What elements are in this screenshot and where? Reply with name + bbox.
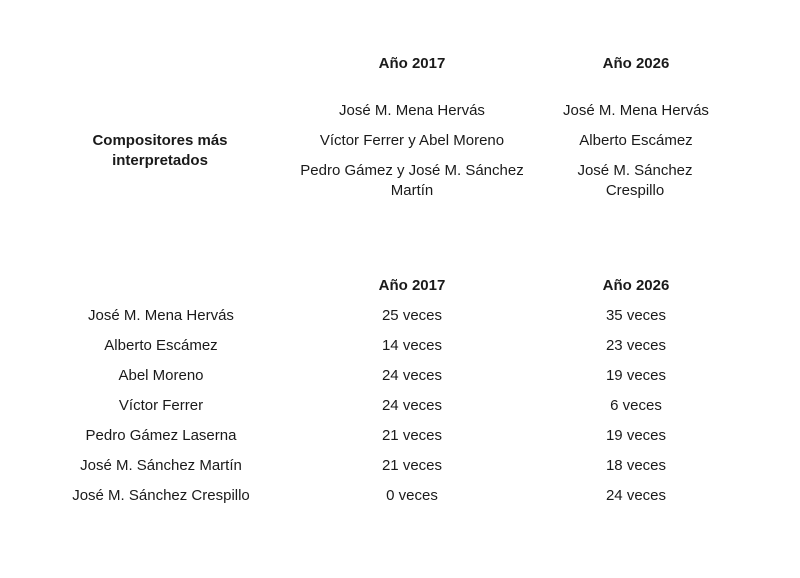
count-2017: 24 veces bbox=[381, 397, 443, 414]
count-2026: 23 veces bbox=[605, 337, 667, 354]
count-2017: 21 veces bbox=[381, 457, 443, 474]
count-2026: 35 veces bbox=[605, 307, 667, 324]
table1-header-2017: Año 2017 bbox=[378, 55, 446, 72]
count-2017: 21 veces bbox=[381, 427, 443, 444]
count-2026: 6 veces bbox=[610, 397, 662, 414]
row-label-top-composers: Compositores más interpretados bbox=[92, 132, 228, 169]
table2-header-2026: Año 2026 bbox=[602, 277, 670, 294]
composer-2017-1: José M. Mena Hervás bbox=[339, 102, 485, 119]
composer-name: Alberto Escámez bbox=[104, 337, 218, 354]
count-2026: 19 veces bbox=[605, 367, 667, 384]
composer-2017-3: Pedro Gámez y José M. Sánchez Martín bbox=[300, 162, 524, 199]
table2-header-2017: Año 2017 bbox=[378, 277, 446, 294]
composer-name: Abel Moreno bbox=[118, 367, 204, 384]
composer-name: Víctor Ferrer bbox=[118, 397, 204, 414]
count-2017: 24 veces bbox=[381, 367, 443, 384]
composer-2026-2: Alberto Escámez bbox=[579, 132, 693, 149]
count-2026: 19 veces bbox=[605, 427, 667, 444]
count-2017: 0 veces bbox=[386, 487, 438, 504]
composer-2026-1: José M. Mena Hervás bbox=[563, 102, 709, 119]
composer-name: José M. Sánchez Crespillo bbox=[72, 487, 250, 504]
count-2026: 18 veces bbox=[605, 457, 667, 474]
count-2017: 14 veces bbox=[381, 337, 443, 354]
composer-name: José M. Sánchez Martín bbox=[80, 457, 242, 474]
composer-2017-2: Víctor Ferrer y Abel Moreno bbox=[319, 132, 505, 149]
composer-name: Pedro Gámez Laserna bbox=[85, 427, 237, 444]
count-2026: 24 veces bbox=[605, 487, 667, 504]
table1-header-2026: Año 2026 bbox=[602, 55, 670, 72]
composer-2026-3: José M. Sánchez Crespillo bbox=[577, 162, 693, 199]
count-2017: 25 veces bbox=[381, 307, 443, 324]
composer-name: José M. Mena Hervás bbox=[88, 307, 234, 324]
